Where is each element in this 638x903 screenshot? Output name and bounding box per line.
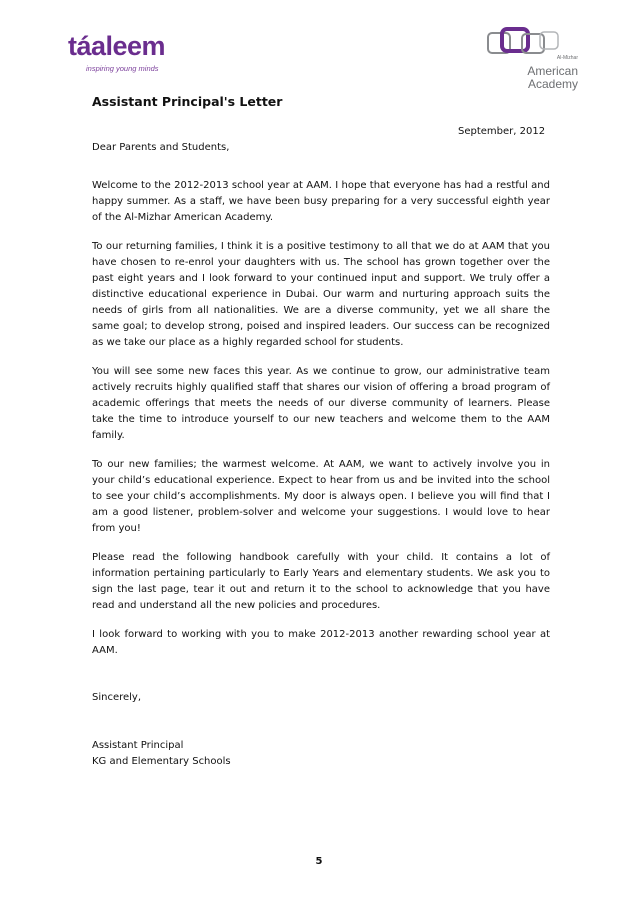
salutation: Dear Parents and Students, — [92, 142, 230, 153]
aam-logo-american: American — [527, 64, 578, 78]
aam-logo-academy: Academy — [527, 77, 578, 91]
closing: Sincerely, — [92, 692, 142, 703]
paragraph-handbook: Please read the following handbook carefully with your child. It contains a lot of information pertaining particularly to Early Years and elementary students. We ask you to sign the last page, tear it out and return it to the school to acknowledge that you have read and understand all the new policies and procedures. — [92, 552, 550, 611]
paragraph-new-families: To our new families; the warmest welcome. At AAM, we want to actively involve you in your child’s educational experience. Expect to hear from us and be invited into the school to see your child’s accomplishments. My door is always open. I believe you will find that I am a good listener, problem-solver and welcome your suggestions. I would love to hear from you! — [92, 459, 550, 534]
letter-date: September, 2012 — [458, 126, 546, 137]
letter-body — [92, 140, 550, 770]
aam-logo-small-text: Al-Mizhar — [556, 55, 578, 61]
signature-department: KG and Elementary Schools — [92, 756, 231, 767]
paragraph-welcome: Welcome to the 2012-2013 school year at AAM. I hope that everyone has had a restful and happy summer. As a staff, we have been busy preparing for a very successful eighth year of the Al-Mizhar American Academy. — [92, 180, 550, 223]
paragraph-returning-families: To our returning families, I think it is a positive testimony to all that we do at AAM that you have chosen to re-enrol your daughters with us. The school has grown together over the past eight years and I look forward to your continued input and support. We truly offer a distinctive educational experience in Dubai. Our warm and nurturing approach suits the needs of girls from all nationalities. We are a diverse community, yet we all share the same goal; to develop strong, poised and inspired leaders. Our success can be recognized as we take our place as a highly regarded school for students. — [92, 241, 550, 348]
taaleem-logo-wordmark: táaleem — [68, 31, 166, 61]
taaleem-logo-tagline: inspiring young minds — [86, 64, 159, 73]
taaleem-logo — [68, 30, 178, 78]
aam-logo — [478, 26, 578, 92]
page-title: Assistant Principal's Letter — [92, 94, 283, 109]
paragraph-new-faces: You will see some new faces this year. As we continue to grow, our administrative team actively recruits highly qualified staff that shares our vision of offering a broad program of academic offerings that meets the needs of our diverse community of learners. Please take the time to introduce yourself to our new teachers and welcome them to the AAM family. — [92, 366, 550, 441]
signature-title: Assistant Principal — [92, 740, 184, 751]
page-number: 5 — [315, 856, 323, 867]
paragraph-closing-remark: I look forward to working with you to make 2012-2013 another rewarding school year at AAM. — [92, 629, 550, 656]
